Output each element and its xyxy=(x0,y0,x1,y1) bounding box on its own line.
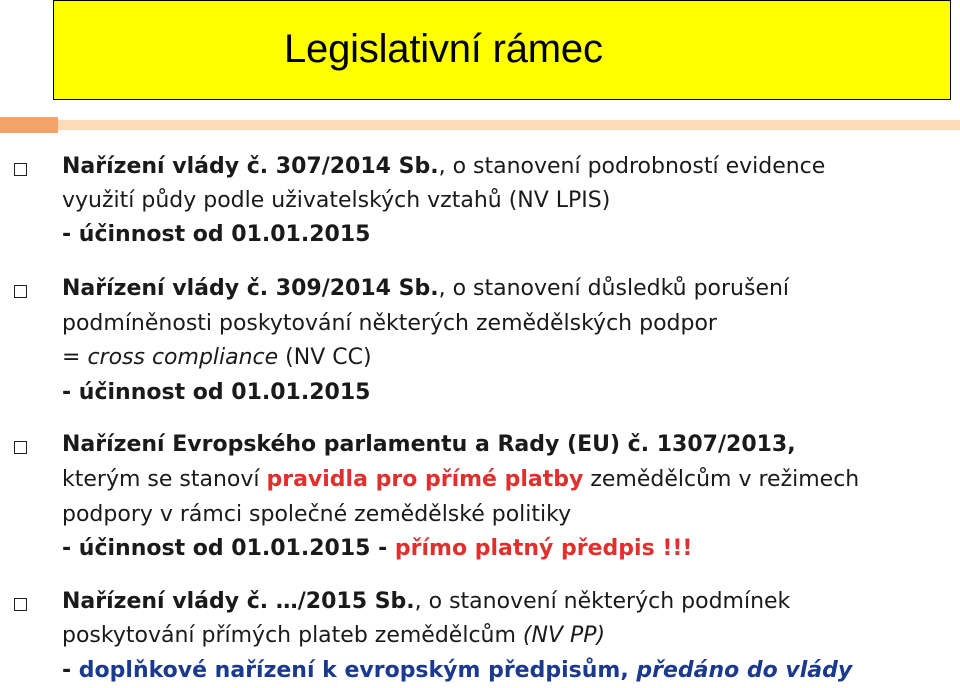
item-2-line-2: podmíněnosti poskytování některých zemědělských podpor xyxy=(62,311,717,336)
direct-payments-highlight: pravidla pro přímé platby xyxy=(266,467,584,492)
item-1-line-1 xyxy=(62,154,825,180)
bullet-square-icon xyxy=(14,598,27,611)
item-3-effective: - účinnost od 01.01.2015 - přímo platný předpis !!! xyxy=(62,536,693,561)
directly-applicable-highlight: přímo platný předpis !!! xyxy=(394,536,693,561)
item-2-title: Nařízení vlády č. 309/2014 Sb. xyxy=(62,276,439,301)
cross-compliance-text: cross compliance xyxy=(87,345,279,370)
item-3-line-2: kterým se stanoví pravidla pro přímé platby zemědělcům v režimech xyxy=(62,467,860,492)
nv-pp-text: (NV PP) xyxy=(522,623,606,648)
item-1-title-rest: , o stanovení podrobností evidence xyxy=(438,154,826,179)
page-title: Legislativní rámec xyxy=(284,27,603,71)
submitted-to-government-text: předáno do vlády xyxy=(636,658,853,683)
item-3-line-3: podpory v rámci společné zemědělské politiky xyxy=(62,502,572,527)
item-2-effective: - účinnost od 01.01.2015 xyxy=(62,380,371,405)
item-4-line-1 xyxy=(62,589,790,615)
bullet-square-icon xyxy=(14,163,27,176)
item-2-line-3: = cross compliance (NV CC) xyxy=(62,345,372,370)
accent-bar xyxy=(0,120,960,130)
item-4-line-2: poskytování přímých plateb zemědělcům (NV PP) xyxy=(62,623,606,648)
item-4-title-rest: , o stanovení některých podmínek xyxy=(414,589,791,614)
title-banner xyxy=(53,0,951,100)
item-2-title-rest: , o stanovení důsledků porušení xyxy=(438,276,790,301)
item-4-status: - doplňkové nařízení k evropským předpisům, předáno do vlády xyxy=(62,658,853,683)
bullet-square-icon xyxy=(14,285,27,298)
bullet-square-icon xyxy=(14,441,27,454)
item-1-line-2: využití půdy podle uživatelských vztahů (NV LPIS) xyxy=(62,188,611,213)
item-1-effective: - účinnost od 01.01.2015 xyxy=(62,222,371,247)
supplementary-regulation-highlight: doplňkové nařízení k evropským předpisům, xyxy=(78,658,637,683)
item-4-title: Nařízení vlády č. …/2015 Sb. xyxy=(62,589,415,614)
accent-block xyxy=(0,117,58,133)
item-2-line-1 xyxy=(62,276,789,302)
item-1-title: Nařízení vlády č. 307/2014 Sb. xyxy=(62,154,439,179)
item-3-title: Nařízení Evropského parlamentu a Rady (EU) č. 1307/2013, xyxy=(62,432,796,457)
